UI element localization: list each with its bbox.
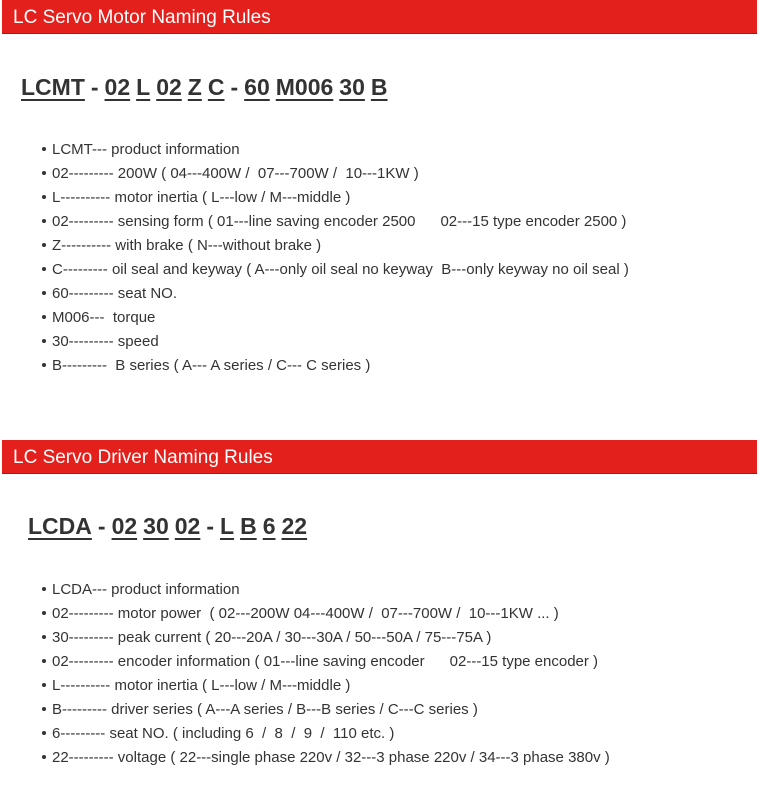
list-item <box>42 746 610 770</box>
bullet-icon <box>42 339 46 343</box>
motor-code-segment: B <box>370 74 388 100</box>
list-item <box>42 210 629 234</box>
motor-code-segment: L <box>136 74 151 100</box>
motor-code-segment: Z <box>187 74 202 100</box>
list-item <box>42 722 610 746</box>
motor-code-segment: LCMT <box>21 74 85 100</box>
list-item <box>42 626 610 650</box>
list-item <box>42 698 610 722</box>
driver-model-code <box>28 513 307 540</box>
bullet-icon <box>42 683 46 687</box>
rule-text: 02--------- sensing form ( 01---line saving encoder 2500 02---15 type encoder 2500 ) <box>52 213 627 230</box>
motor-code-segment: M006 <box>275 74 334 100</box>
motor-code-separator: - <box>230 74 239 100</box>
rule-text: 6--------- seat NO. ( including 6 / 8 / 9 / 110 etc. ) <box>52 725 395 742</box>
motor-naming-section <box>0 0 766 374</box>
bullet-icon <box>42 195 46 199</box>
list-item <box>42 674 610 698</box>
motor-model-code <box>21 74 388 101</box>
driver-code-segment: 02 <box>174 513 201 539</box>
bullet-icon <box>42 363 46 367</box>
rule-text: LCMT--- product information <box>52 141 240 158</box>
list-item <box>42 306 629 330</box>
bullet-icon <box>42 611 46 615</box>
driver-code-segment: LCDA <box>28 513 92 539</box>
list-item <box>42 354 629 378</box>
rule-text: Z---------- with brake ( N---without brake ) <box>52 237 322 254</box>
bullet-icon <box>42 291 46 295</box>
bullet-icon <box>42 659 46 663</box>
list-item <box>42 330 629 354</box>
bullet-icon <box>42 147 46 151</box>
bullet-icon <box>42 707 46 711</box>
list-item <box>42 162 629 186</box>
driver-code-segment: 6 <box>262 513 276 539</box>
rule-text: B--------- B series ( A--- A series / C--- C series ) <box>52 357 371 374</box>
driver-code-segment: L <box>220 513 235 539</box>
list-item <box>42 186 629 210</box>
bullet-icon <box>42 267 46 271</box>
list-item <box>42 258 629 282</box>
rule-text: 02--------- 200W ( 04---400W / 07---700W / 10---1KW ) <box>52 165 419 182</box>
rule-text: 02--------- motor power ( 02---200W 04---400W / 07---700W / 10---1KW ... ) <box>52 605 559 622</box>
driver-section-header: LC Servo Driver Naming Rules <box>2 440 757 474</box>
bullet-icon <box>42 171 46 175</box>
driver-code-segment: 30 <box>143 513 169 539</box>
rule-text: 22--------- voltage ( 22---single phase 220v / 32---3 phase 220v / 34---3 phase 380v ) <box>52 749 610 766</box>
rule-text: 60--------- seat NO. <box>52 285 177 302</box>
motor-code-separator: - <box>90 74 99 100</box>
driver-code-segment: B <box>240 513 257 539</box>
bullet-icon <box>42 219 46 223</box>
driver-code-separator: - <box>206 513 215 539</box>
bullet-icon <box>42 731 46 735</box>
list-item <box>42 234 629 258</box>
bullet-icon <box>42 755 46 759</box>
bullet-icon <box>42 243 46 247</box>
rule-text: L---------- motor inertia ( L---low / M---middle ) <box>52 189 351 206</box>
bullet-icon <box>42 315 46 319</box>
rule-text: 02--------- encoder information ( 01---line saving encoder 02---15 type encoder ) <box>52 653 599 670</box>
list-item <box>42 138 629 162</box>
rule-text: C--------- oil seal and keyway ( A---only oil seal no keyway B---only keyway no oil seal ) <box>52 261 629 278</box>
bullet-icon <box>42 587 46 591</box>
list-item <box>42 650 610 674</box>
rule-text: B--------- driver series ( A---A series / B---B series / C---C series ) <box>52 701 478 718</box>
rule-text: 30--------- peak current ( 20---20A / 30---30A / 50---50A / 75---75A ) <box>52 629 492 646</box>
driver-code-segment: 02 <box>111 513 138 539</box>
list-item <box>42 578 610 602</box>
rule-text: LCDA--- product information <box>52 581 240 598</box>
driver-code-separator: - <box>97 513 106 539</box>
motor-section-header: LC Servo Motor Naming Rules <box>2 0 757 34</box>
motor-code-segment: 60 <box>244 74 270 100</box>
motor-rules-list <box>42 138 629 378</box>
motor-code-segment: 02 <box>104 74 131 100</box>
rule-text: 30--------- speed <box>52 333 159 350</box>
motor-code-segment: C <box>207 74 225 100</box>
motor-code-segment: 30 <box>339 74 365 100</box>
bullet-icon <box>42 635 46 639</box>
motor-code-segment: 02 <box>156 74 182 100</box>
list-item <box>42 602 610 626</box>
rule-text: M006--- torque <box>52 309 156 326</box>
list-item <box>42 282 629 306</box>
rule-text: L---------- motor inertia ( L---low / M---middle ) <box>52 677 351 694</box>
driver-rules-list <box>42 578 610 770</box>
driver-naming-section <box>0 440 766 766</box>
driver-code-segment: 22 <box>281 513 308 539</box>
